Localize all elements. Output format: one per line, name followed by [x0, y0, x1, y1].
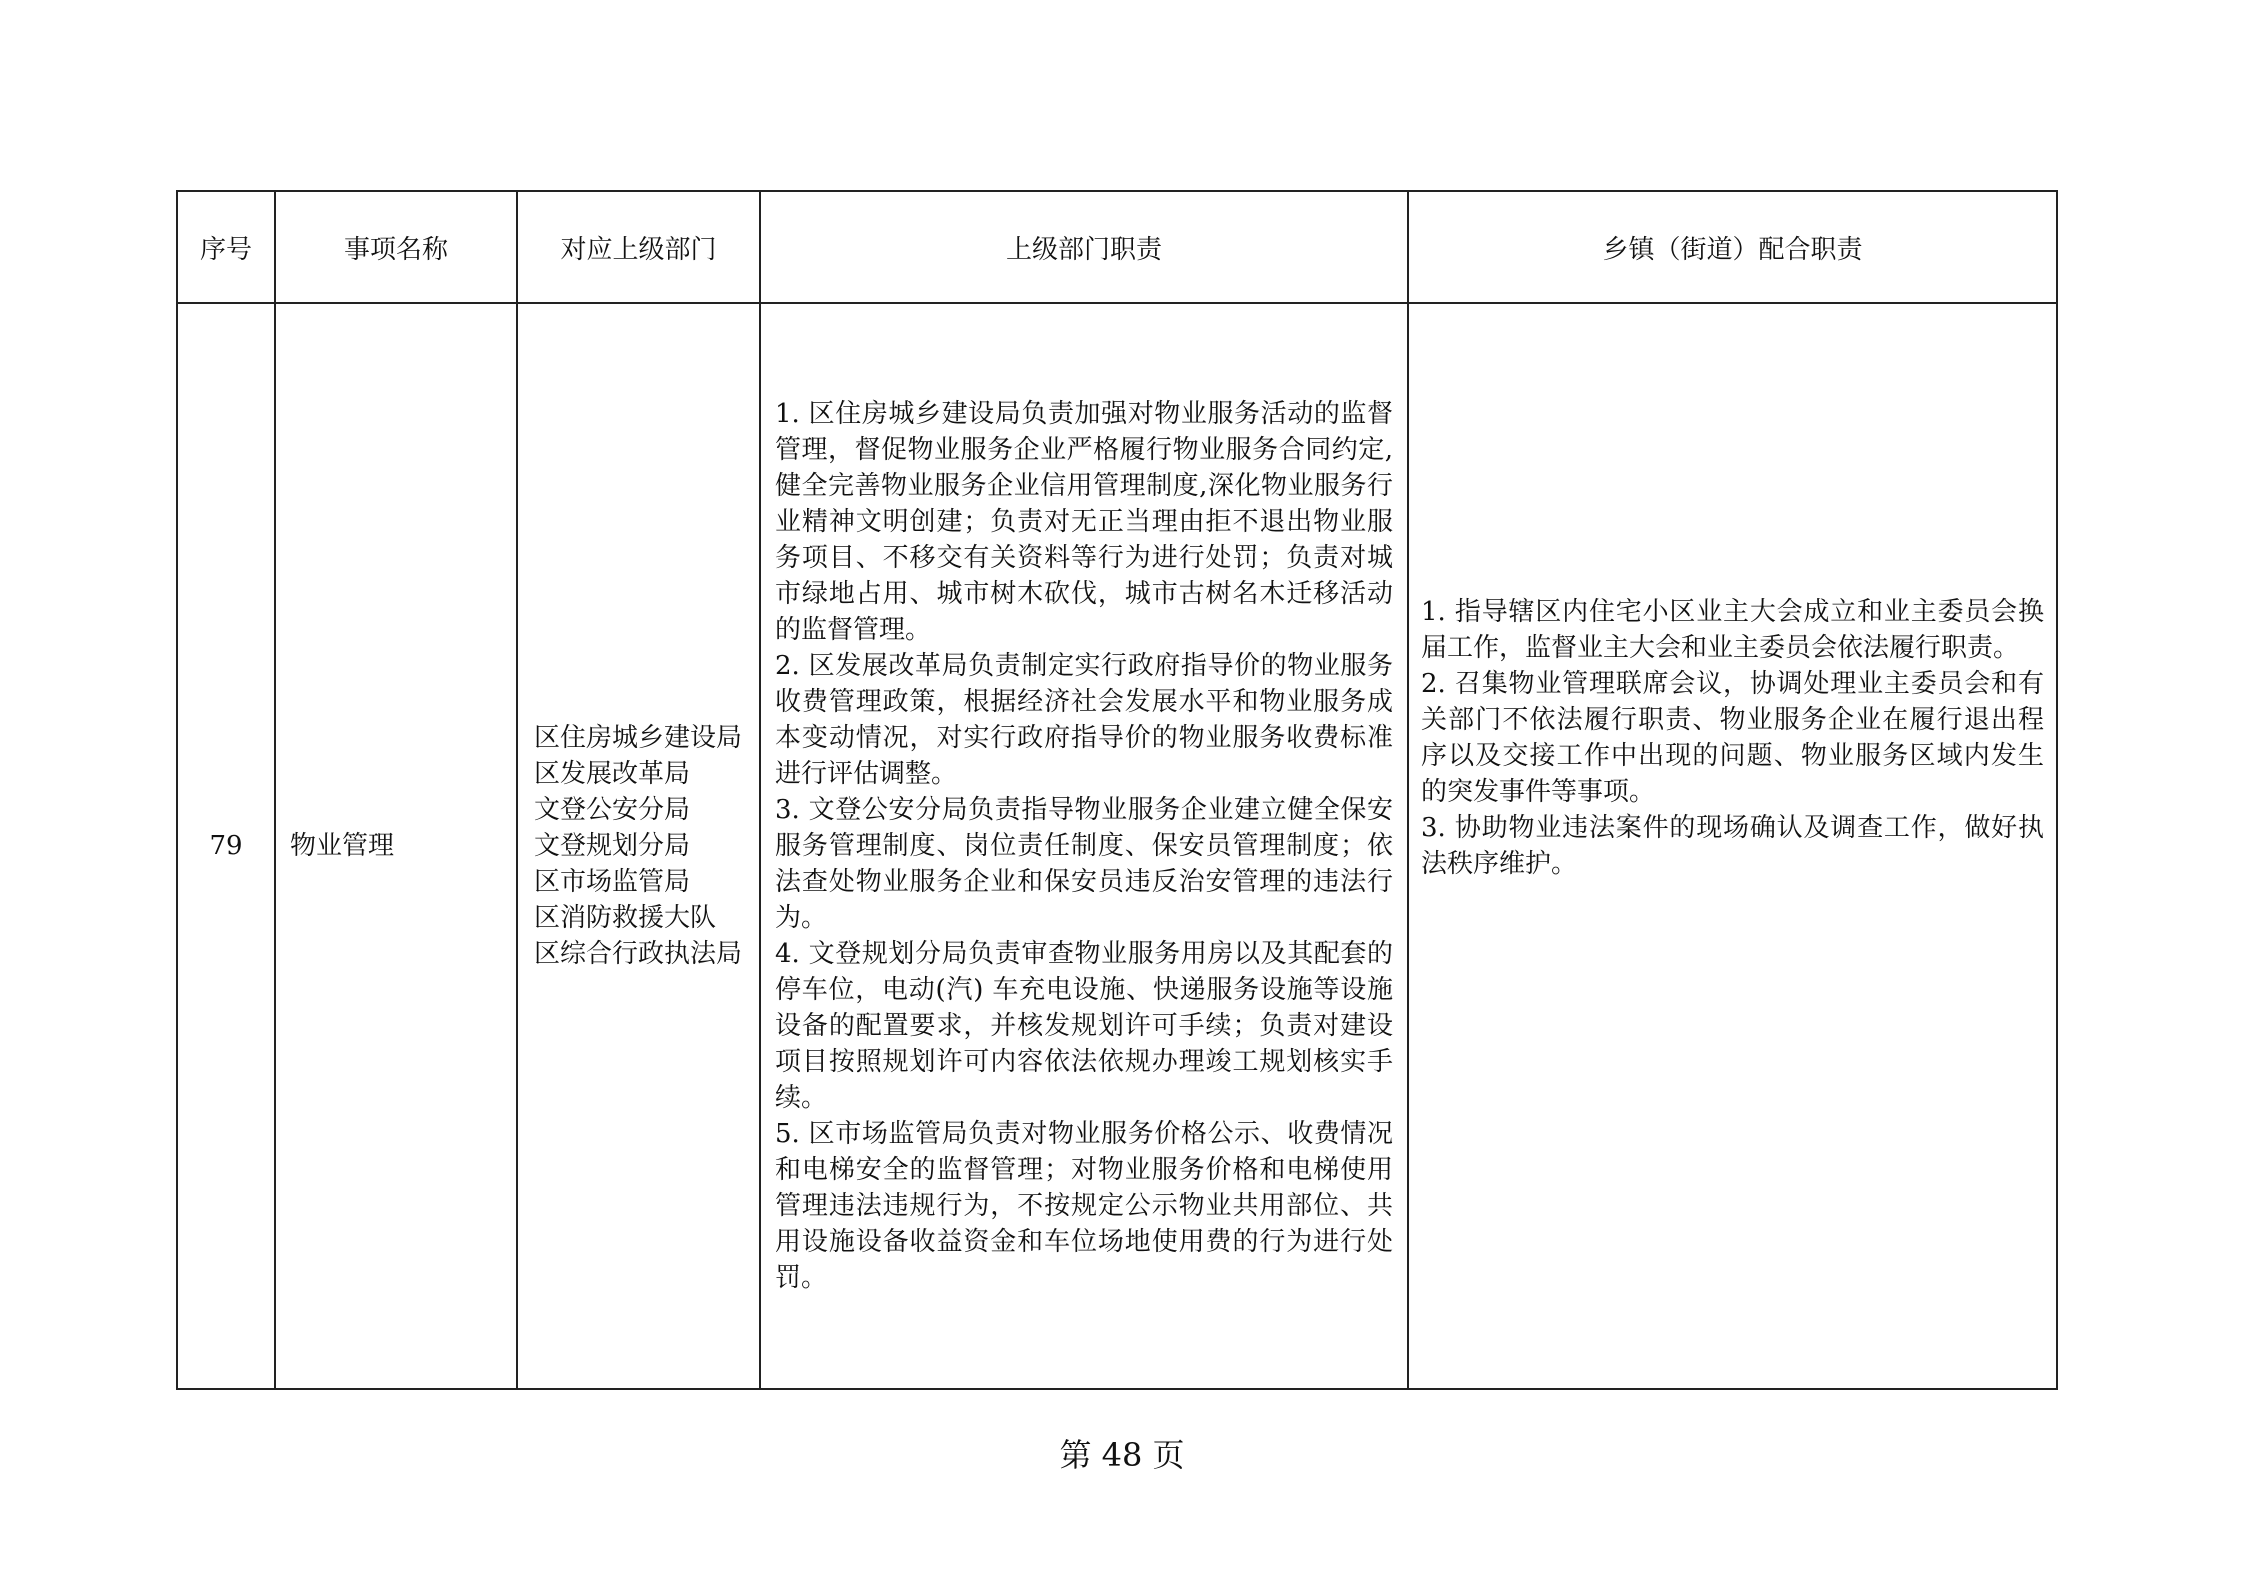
duty-paragraph: 2. 区发展改革局负责制定实行政府指导价的物业服务收费管理政策，根据经济社会发展水平和物业服务成本变动情况，对实行政府指导价的物业服务收费标准进行评估调整。: [775, 651, 1393, 789]
row-number: 79: [177, 303, 275, 1389]
department-item: 区发展改革局: [534, 759, 691, 789]
page-number: 第 48 页: [1059, 1436, 1185, 1474]
duty-paragraph: 5. 区市场监管局负责对物业服务价格公示、收费情况和电梯安全的监督管理；对物业服务价格和电梯使用管理违法违规行为，不按规定公示物业共用部位、共用设施设备收益资金和车位场地使用费的行为进行处罚。: [775, 1119, 1393, 1293]
duty-paragraph: 1. 区住房城乡建设局负责加强对物业服务活动的监督管理，督促物业服务企业严格履行物业服务合同约定,健全完善物业服务企业信用管理制度,深化物业服务行业精神文明创建；负责对无正当理由拒不退出物业服务项目、不移交有关资料等行为进行处罚；负责对城市绿地占用、城市树木砍伐，城市古树名木迁移活动的监督管理。: [775, 399, 1393, 645]
duty-paragraph: 3. 文登公安分局负责指导物业服务企业建立健全保安服务管理制度、岗位责任制度、保安员管理制度；依法查处物业服务企业和保安员违反治安管理的违法行为。: [775, 795, 1393, 933]
cooperation-paragraph: 2. 召集物业管理联席会议，协调处理业主委员会和有关部门不依法履行职责、物业服务企业在履行退出程序以及交接工作中出现的问题、物业服务区域内发生的突发事件等事项。: [1421, 669, 2044, 807]
department-item: 区消防救援大队: [534, 903, 717, 933]
table-header-row: [177, 191, 2057, 303]
header-departments: 对应上级部门: [517, 191, 760, 303]
cooperation-paragraph: 3. 协助物业违法案件的现场确认及调查工作，做好执法秩序维护。: [1421, 813, 2044, 879]
responsibility-table: [176, 190, 2058, 1390]
department-item: 区住房城乡建设局: [534, 723, 743, 753]
row-duties: [760, 303, 1408, 1389]
department-item: 文登规划分局: [534, 831, 691, 861]
header-duties: 上级部门职责: [760, 191, 1408, 303]
header-item-name: 事项名称: [275, 191, 517, 303]
row-cooperation: [1408, 303, 2057, 1389]
header-cooperation: 乡镇（街道）配合职责: [1408, 191, 2057, 303]
row-departments: [517, 303, 760, 1389]
cooperation-paragraph: 1. 指导辖区内住宅小区业主大会成立和业主委员会换届工作，监督业主大会和业主委员会依法履行职责。: [1421, 597, 2044, 663]
department-item: 区市场监管局: [534, 867, 691, 897]
row-item-name: 物业管理: [275, 303, 517, 1389]
department-item: 文登公安分局: [534, 795, 691, 825]
duty-paragraph: 4. 文登规划分局负责审查物业服务用房以及其配套的停车位，电动(汽) 车充电设施、快递服务设施等设施设备的配置要求，并核发规划许可手续；负责对建设项目按照规划许可内容依法依规办理竣工规划核实手续。: [775, 939, 1393, 1113]
table-row: [177, 303, 2057, 1389]
department-item: 区综合行政执法局: [534, 939, 743, 969]
header-number: 序号: [177, 191, 275, 303]
